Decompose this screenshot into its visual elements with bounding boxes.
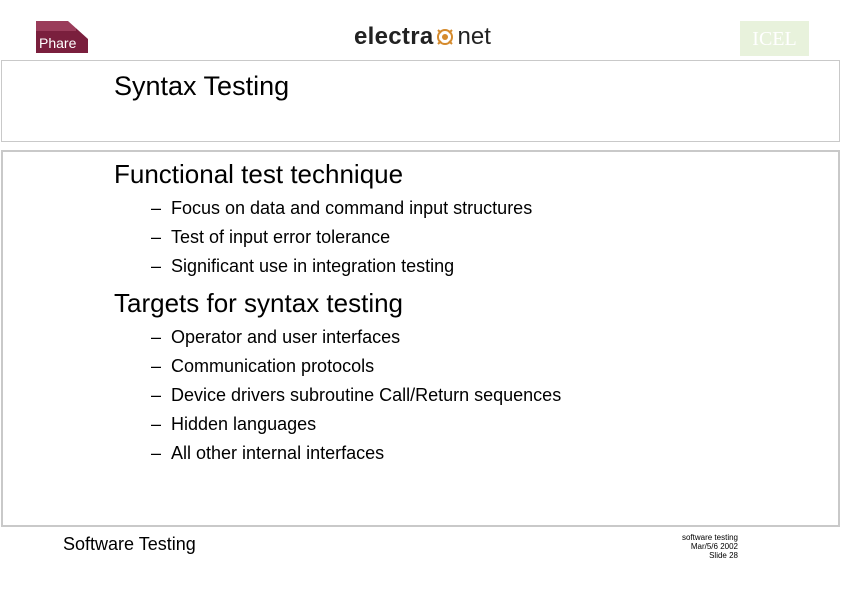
footer-title: Software Testing (63, 534, 196, 554)
dash-bullet: – (151, 198, 162, 218)
bullet-heading: Targets for syntax testing (114, 288, 404, 318)
phare-logo (36, 21, 88, 53)
dash-bullet: – (151, 227, 162, 247)
sub-bullet (114, 352, 561, 381)
dash-bullet: – (151, 443, 162, 463)
footer-meta-date: Mar/5/6 2002 (690, 542, 738, 551)
electranet-mark-icon (436, 28, 454, 46)
sub-bullet (114, 194, 561, 223)
dash-bullet: – (151, 356, 162, 376)
dash-bullet: – (151, 414, 162, 434)
sub-bullet-text: Focus on data and command input structures (171, 198, 533, 218)
dash-bullet: – (151, 327, 162, 347)
electranet-logo (354, 22, 491, 52)
sub-bullet-text: Communication protocols (171, 356, 375, 376)
sub-bullet-list (114, 323, 561, 468)
footer-meta (640, 533, 738, 560)
slide-number: Slide 28 (709, 551, 738, 560)
bullet-list (114, 158, 561, 468)
sub-bullet (114, 323, 561, 352)
electranet-logo-light: net (457, 23, 491, 50)
sub-bullet-text: All other internal interfaces (171, 443, 385, 463)
electranet-logo-bold: electra (354, 23, 434, 50)
sub-bullet (114, 223, 561, 252)
sub-bullet (114, 439, 561, 468)
sub-bullet (114, 410, 561, 439)
slide-title: Syntax Testing (114, 71, 290, 101)
bullet-heading: Functional test technique (114, 159, 404, 189)
sub-bullet-text: Hidden languages (171, 414, 317, 434)
dash-bullet: – (151, 256, 162, 276)
icel-logo: ICEL (740, 21, 809, 56)
sub-bullet-text: Test of input error tolerance (171, 227, 391, 247)
footer-meta-line: software testing (681, 533, 738, 542)
sub-bullet-text: Device drivers subroutine Call/Return sequences (171, 385, 562, 405)
sub-bullet-list (114, 194, 561, 281)
sub-bullet-text: Significant use in integration testing (171, 256, 455, 276)
sub-bullet (114, 252, 561, 281)
sub-bullet-text: Operator and user interfaces (171, 327, 401, 347)
sub-bullet (114, 381, 561, 410)
phare-logo-text: Phare (39, 35, 77, 51)
dash-bullet: – (151, 385, 162, 405)
